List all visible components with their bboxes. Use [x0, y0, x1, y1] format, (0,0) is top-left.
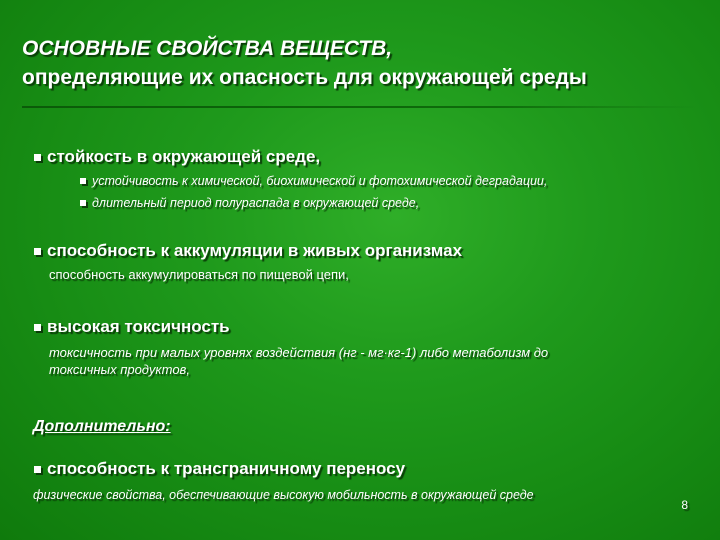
- bullet-persistence-text: стойкость в окружающей среде,: [47, 147, 321, 166]
- additional-heading: Дополнительно:: [33, 418, 171, 435]
- accumulation-note: способность аккумулироваться по пищевой цепи,: [49, 267, 349, 282]
- bullet-toxicity: [34, 316, 230, 338]
- transboundary-note: физические свойства, обеспечивающие высокую мобильность в окружающей среде: [33, 488, 534, 502]
- toxicity-note-line-1: токсичность при малых уровнях воздействия (нг - мг·кг-1) либо метаболизм до: [49, 345, 549, 360]
- subbullet-degradation-text: устойчивость к химической, биохимической и фотохимической деградации,: [92, 174, 548, 188]
- title-line-1: ОСНОВНЫЕ СВОЙСТВА ВЕЩЕСТВ,: [22, 37, 393, 60]
- subbullet-half-life: [80, 194, 419, 212]
- bullet-toxicity-text: высокая токсичность: [47, 317, 230, 336]
- bullet-transboundary: [34, 458, 405, 480]
- square-bullet-icon: [80, 200, 86, 206]
- bullet-accumulation-text: способность к аккумуляции в живых организмах: [47, 241, 463, 260]
- page-number: 8: [681, 498, 688, 512]
- square-bullet-icon: [34, 324, 41, 331]
- slide-title: [22, 34, 712, 92]
- subbullet-degradation: [80, 172, 547, 190]
- bullet-transboundary-text: способность к трансграничному переносу: [47, 459, 406, 478]
- bullet-accumulation: [34, 240, 462, 262]
- square-bullet-icon: [34, 248, 41, 255]
- square-bullet-icon: [80, 178, 86, 184]
- toxicity-note-line-2: токсичных продуктов,: [49, 362, 190, 377]
- subbullet-half-life-text: длительный период полураспада в окружающей среде,: [92, 196, 420, 210]
- bullet-persistence: [34, 146, 320, 168]
- title-divider: [22, 106, 697, 108]
- title-line-2: определяющие их опасность для окружающей среды: [22, 66, 587, 89]
- square-bullet-icon: [34, 154, 41, 161]
- square-bullet-icon: [34, 466, 41, 473]
